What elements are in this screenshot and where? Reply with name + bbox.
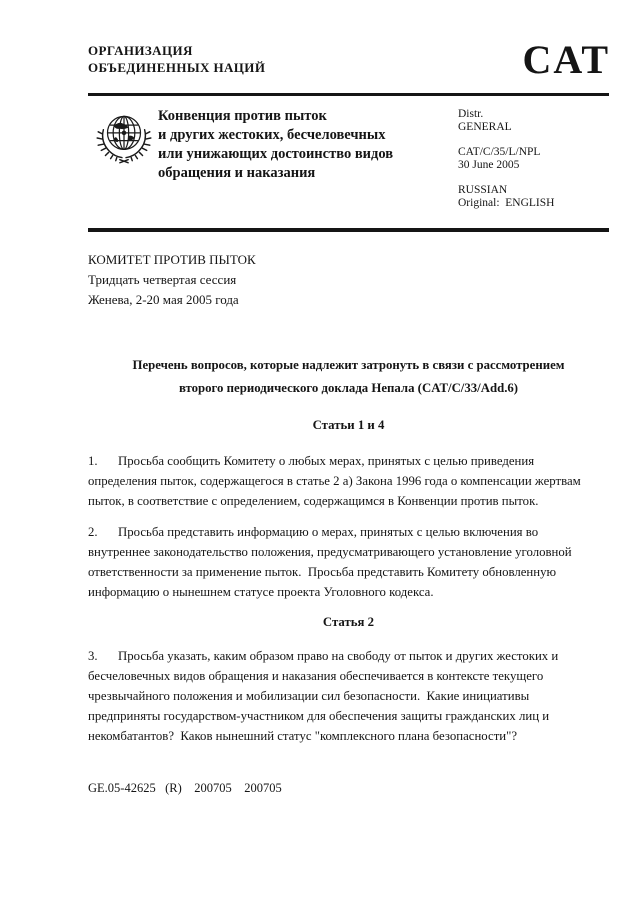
paragraph-text: Просьба представить информацию о мерах, принятых с целью включения во <box>118 525 539 539</box>
doc-symbol: CAT/C/35/L/NPL <box>458 146 541 158</box>
paragraph-number: 3. <box>88 649 98 663</box>
paragraph-number: 1. <box>88 454 98 468</box>
doc-symbol-large: CAT <box>522 37 610 82</box>
paragraph-line <box>88 646 558 666</box>
paragraph-line <box>88 522 572 542</box>
paragraph-line: бесчеловечных видов обращения и наказания обеспечивается в контексте текущего <box>88 669 544 683</box>
paragraph-2 <box>88 522 572 602</box>
session-number: Тридцать четвертая сессия <box>88 272 237 287</box>
header-divider-rule <box>88 93 609 96</box>
paragraph-3 <box>88 646 558 746</box>
doc-original-language: Original: ENGLISH <box>458 197 555 209</box>
session-venue: Женева, 2-20 мая 2005 года <box>88 292 239 307</box>
paragraph-number: 2. <box>88 525 98 539</box>
paragraph-line: некомбатантов? Каков нынешний статус "комплексного плана безопасности"? <box>88 729 518 743</box>
section-heading-articles-1-4: Статьи 1 и 4 <box>312 418 385 432</box>
document-title-line: Перечень вопросов, которые надлежит затронуть в связи с рассмотрением <box>132 358 565 372</box>
paragraph-line: внутреннее законодательство положения, предусматривающего установление уголовной <box>88 545 572 559</box>
doc-date: 30 June 2005 <box>458 159 520 171</box>
section-heading-article-2: Статья 2 <box>322 615 375 629</box>
convention-title-line: или унижающих достоинство видов <box>158 146 394 162</box>
distr-value: GENERAL <box>458 121 512 133</box>
paragraph-text: Просьба указать, каким образом право на свободу от пыток и других жестоких и <box>118 649 559 663</box>
paragraph-line: пыток, в соответствие с определением, содержащимся в Конвенции против пыток. <box>88 494 539 508</box>
paragraph-line <box>88 451 581 471</box>
doc-info-block <box>458 108 554 210</box>
paragraph-line: предприняты государством-участником для обеспечения защиты гражданских лиц и <box>88 709 550 723</box>
paragraph-text: Просьба сообщить Комитету о любых мерах, принятых с целью приведения <box>118 454 535 468</box>
un-org-name-line1: ОРГАНИЗАЦИЯ <box>88 43 193 58</box>
document-title-line: второго периодического доклада Непала (CAT/C/33/Add.6) <box>178 381 519 395</box>
paragraph-1 <box>88 451 581 511</box>
document-title <box>88 354 609 400</box>
distr-label: Distr. <box>458 108 484 120</box>
paragraph-line: информацию о нынешнем статусе проекта Уголовного кодекса. <box>88 585 434 599</box>
session-block <box>88 250 256 310</box>
doc-reference-footer: GE.05-42625 (R) 200705 200705 <box>88 781 282 795</box>
convention-title-line: обращения и наказания <box>158 165 316 181</box>
doc-language: RUSSIAN <box>458 184 508 196</box>
committee-name: КОМИТЕТ ПРОТИВ ПЫТОК <box>88 252 256 267</box>
un-emblem-icon <box>91 105 157 171</box>
convention-title-line: и других жестоких, бесчеловечных <box>158 127 386 143</box>
paragraph-line: чрезвычайного положения и мобилизации сил безопасности. Какие инициативы <box>88 689 530 703</box>
un-org-name <box>88 42 265 76</box>
paragraph-line: ответственности за применение пыток. Просьба представить Комитету обновленную <box>88 565 557 579</box>
convention-title-line: Конвенция против пыток <box>158 108 327 124</box>
convention-title <box>158 107 393 183</box>
masthead-divider-rule <box>88 228 609 232</box>
un-org-name-line2: ОБЪЕДИНЕННЫХ НАЦИЙ <box>88 60 266 75</box>
paragraph-line: определения пыток, содержащегося в статье 2 а) Закона 1996 года о компенсации жертвам <box>88 474 581 488</box>
